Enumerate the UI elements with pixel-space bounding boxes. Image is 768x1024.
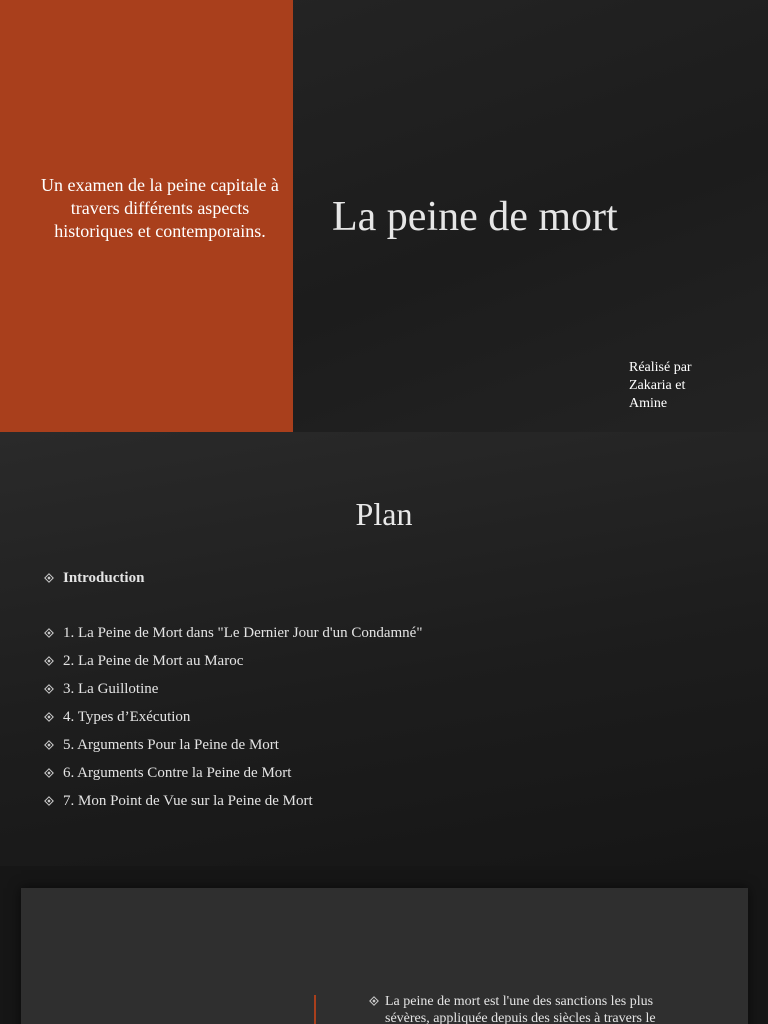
intro-paragraph-text: La peine de mort est l'une des sanctions les plus sévères, appliquée depuis des siècles à travers le (385, 994, 656, 1024)
plan-item-label: 4. Types d’Exécution (63, 709, 191, 725)
credits-line: Zakaria et (629, 378, 686, 393)
title-slide (0, 0, 768, 432)
plan-item-label: 2. La Peine de Mort au Maroc (63, 653, 244, 669)
diamond-bullet-icon (44, 796, 54, 806)
diamond-bullet-icon (44, 656, 54, 666)
plan-slide (0, 432, 768, 866)
plan-item (44, 733, 279, 757)
accent-divider (314, 995, 316, 1024)
plan-item-label: 3. La Guillotine (63, 681, 159, 697)
plan-item-label: 7. Mon Point de Vue sur la Peine de Mort (63, 793, 313, 809)
intro-paragraph (369, 993, 689, 1024)
plan-item (44, 789, 313, 813)
diamond-bullet-icon (44, 573, 54, 583)
slide-subtitle: Un examen de la peine capitale à travers différents aspects historiques et contemporains. (41, 175, 279, 241)
plan-item (44, 705, 190, 729)
plan-item (44, 621, 422, 645)
plan-title: Plan (355, 496, 413, 532)
diamond-bullet-icon (44, 628, 54, 638)
plan-item-label: 5. Arguments Pour la Peine de Mort (63, 737, 279, 753)
slide-title: La peine de mort (332, 194, 618, 240)
plan-item (44, 761, 291, 785)
plan-item-label: 6. Arguments Contre la Peine de Mort (63, 765, 292, 781)
plan-item-label: Introduction (63, 570, 145, 586)
plan-item-label: 1. La Peine de Mort dans "Le Dernier Jour d'un Condamné" (63, 625, 423, 641)
plan-item (44, 649, 243, 673)
introduction-slide (0, 866, 768, 1024)
credits-line: Réalisé par (629, 360, 692, 375)
diamond-bullet-icon (44, 768, 54, 778)
diamond-bullet-icon (369, 996, 379, 1006)
credits (629, 359, 729, 413)
plan-item (44, 677, 158, 701)
credits-line: Amine (629, 396, 668, 411)
diamond-bullet-icon (44, 684, 54, 694)
diamond-bullet-icon (44, 712, 54, 722)
plan-item-introduction (44, 566, 144, 590)
diamond-bullet-icon (44, 740, 54, 750)
